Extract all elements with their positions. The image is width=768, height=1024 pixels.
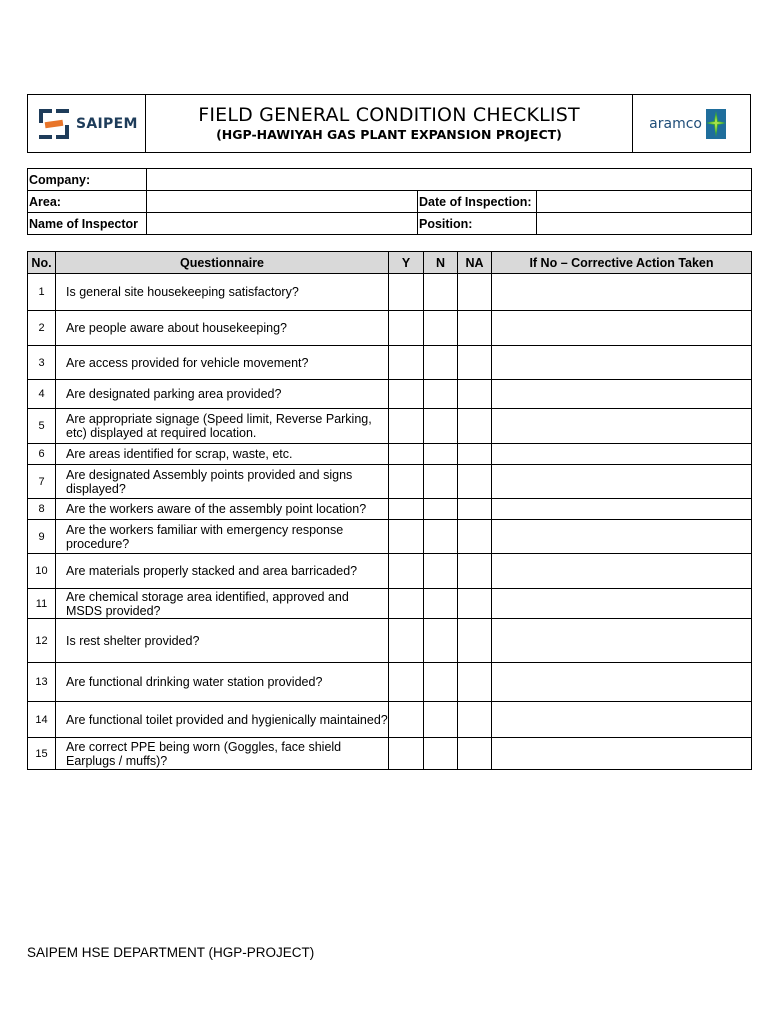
- header-no: No.: [28, 252, 56, 274]
- corrective-action-field[interactable]: [492, 589, 752, 619]
- na-checkbox-cell[interactable]: [458, 738, 492, 770]
- question-line: Are the workers familiar with emergency response: [66, 522, 344, 537]
- table-row: [28, 702, 752, 738]
- document-subtitle: (HGP-HAWIYAH GAS PLANT EXPANSION PROJECT): [216, 126, 562, 142]
- question-line: Are functional drinking water station provided?: [66, 675, 323, 689]
- y-checkbox-cell[interactable]: [389, 738, 424, 770]
- na-checkbox-cell[interactable]: [458, 589, 492, 619]
- na-checkbox-cell[interactable]: [458, 520, 492, 554]
- aramco-star-icon: [704, 107, 728, 141]
- question-line: procedure?: [66, 536, 130, 551]
- n-checkbox-cell[interactable]: [424, 380, 458, 409]
- questionnaire-table: [27, 251, 752, 770]
- y-checkbox-cell[interactable]: [389, 444, 424, 465]
- y-checkbox-cell[interactable]: [389, 520, 424, 554]
- row-number: 12: [28, 619, 56, 663]
- title-cell: [146, 95, 633, 153]
- table-row: [28, 380, 752, 409]
- row-number: 11: [28, 589, 56, 619]
- corrective-action-field[interactable]: [492, 380, 752, 409]
- y-checkbox-cell[interactable]: [389, 589, 424, 619]
- question-line: displayed?: [66, 481, 126, 496]
- n-checkbox-cell[interactable]: [424, 702, 458, 738]
- corrective-action-field[interactable]: [492, 409, 752, 444]
- question-line: Are access provided for vehicle movement?: [66, 355, 309, 370]
- header-y: Y: [389, 252, 424, 274]
- corrective-action-field[interactable]: [492, 346, 752, 380]
- corrective-action-field[interactable]: [492, 499, 752, 520]
- n-checkbox-cell[interactable]: [424, 663, 458, 702]
- aramco-logo-text: aramco: [649, 115, 702, 132]
- table-row: [28, 589, 752, 619]
- info-row-inspector: [28, 213, 752, 235]
- info-row-company: [28, 169, 752, 191]
- question-text: [56, 619, 389, 663]
- y-checkbox-cell[interactable]: [389, 619, 424, 663]
- questionnaire-body: [28, 274, 752, 770]
- inspector-field[interactable]: [147, 213, 418, 235]
- corrective-action-field[interactable]: [492, 520, 752, 554]
- question-text: [56, 311, 389, 346]
- y-checkbox-cell[interactable]: [389, 702, 424, 738]
- question-text: [56, 465, 389, 499]
- y-checkbox-cell[interactable]: [389, 380, 424, 409]
- n-checkbox-cell[interactable]: [424, 465, 458, 499]
- table-row: [28, 274, 752, 311]
- n-checkbox-cell[interactable]: [424, 346, 458, 380]
- corrective-action-field[interactable]: [492, 663, 752, 702]
- na-checkbox-cell[interactable]: [458, 465, 492, 499]
- row-number: 8: [28, 499, 56, 520]
- row-number: 5: [28, 409, 56, 444]
- n-checkbox-cell[interactable]: [424, 738, 458, 770]
- corrective-action-field[interactable]: [492, 444, 752, 465]
- na-checkbox-cell[interactable]: [458, 380, 492, 409]
- position-label: Position:: [418, 213, 537, 235]
- question-text: [56, 702, 389, 738]
- question-text: [56, 554, 389, 589]
- na-checkbox-cell[interactable]: [458, 409, 492, 444]
- header-na: NA: [458, 252, 492, 274]
- na-checkbox-cell[interactable]: [458, 346, 492, 380]
- inspector-label: Name of Inspector: [28, 213, 147, 235]
- y-checkbox-cell[interactable]: [389, 499, 424, 520]
- na-checkbox-cell[interactable]: [458, 619, 492, 663]
- question-line: Are designated Assembly points provided and signs: [66, 467, 353, 482]
- table-row: [28, 346, 752, 380]
- y-checkbox-cell[interactable]: [389, 663, 424, 702]
- corrective-action-field[interactable]: [492, 554, 752, 589]
- question-text: [56, 589, 389, 619]
- n-checkbox-cell[interactable]: [424, 619, 458, 663]
- question-line: Are people aware about housekeeping?: [66, 321, 288, 335]
- table-row: [28, 738, 752, 770]
- table-row: [28, 465, 752, 499]
- info-row-area: [28, 191, 752, 213]
- area-label: Area:: [28, 191, 147, 213]
- position-field[interactable]: [537, 213, 752, 235]
- company-field[interactable]: [147, 169, 752, 191]
- na-checkbox-cell[interactable]: [458, 311, 492, 346]
- row-number: 7: [28, 465, 56, 499]
- question-line: etc) displayed at required location.: [66, 426, 257, 440]
- table-row: [28, 444, 752, 465]
- aramco-logo: [633, 107, 750, 141]
- question-line: Are chemical storage area identified, approved and: [66, 589, 349, 604]
- na-checkbox-cell[interactable]: [458, 702, 492, 738]
- question-text: [56, 380, 389, 409]
- question-text: [56, 409, 389, 444]
- document-title: FIELD GENERAL CONDITION CHECKLIST: [198, 103, 580, 126]
- company-label: Company:: [28, 169, 147, 191]
- question-line: MSDS provided?: [66, 603, 161, 618]
- table-row: [28, 554, 752, 589]
- aramco-logo-cell: [633, 95, 751, 153]
- question-line: Is rest shelter provided?: [66, 633, 200, 648]
- corrective-action-field[interactable]: [492, 311, 752, 346]
- n-checkbox-cell[interactable]: [424, 444, 458, 465]
- question-text: [56, 499, 389, 520]
- saipem-logo-text: SAIPEM: [76, 115, 138, 132]
- table-row: [28, 520, 752, 554]
- question-text: [56, 663, 389, 702]
- header-questionnaire: Questionnaire: [56, 252, 389, 274]
- y-checkbox-cell[interactable]: [389, 311, 424, 346]
- row-number: 6: [28, 444, 56, 465]
- table-row: [28, 663, 752, 702]
- corrective-action-field[interactable]: [492, 465, 752, 499]
- question-line: Are correct PPE being worn (Goggles, face shield: [66, 739, 342, 754]
- n-checkbox-cell[interactable]: [424, 554, 458, 589]
- document-header: [27, 94, 751, 153]
- row-number: 1: [28, 274, 56, 311]
- n-checkbox-cell[interactable]: [424, 311, 458, 346]
- corrective-action-field[interactable]: [492, 702, 752, 738]
- question-text: [56, 738, 389, 770]
- saipem-logo: [28, 108, 145, 140]
- row-number: 14: [28, 702, 56, 738]
- corrective-action-field[interactable]: [492, 738, 752, 770]
- inspection-info-table: [27, 168, 752, 235]
- y-checkbox-cell[interactable]: [389, 554, 424, 589]
- area-field[interactable]: [147, 191, 418, 213]
- n-checkbox-cell[interactable]: [424, 274, 458, 311]
- question-line: Are functional toilet provided and hygienically maintained?: [66, 712, 388, 727]
- question-line: Are designated parking area provided?: [66, 387, 282, 401]
- na-checkbox-cell[interactable]: [458, 663, 492, 702]
- question-line: Is general site housekeeping satisfactory?: [66, 285, 299, 299]
- corrective-action-field[interactable]: [492, 274, 752, 311]
- header-n: N: [424, 252, 458, 274]
- na-checkbox-cell[interactable]: [458, 274, 492, 311]
- footer-department: SAIPEM HSE DEPARTMENT (HGP-PROJECT): [27, 945, 315, 960]
- na-checkbox-cell[interactable]: [458, 499, 492, 520]
- na-checkbox-cell[interactable]: [458, 554, 492, 589]
- table-row: [28, 499, 752, 520]
- question-line: Earplugs / muffs)?: [66, 753, 168, 768]
- question-line: Are areas identified for scrap, waste, etc.: [66, 447, 293, 461]
- y-checkbox-cell[interactable]: [389, 465, 424, 499]
- row-number: 10: [28, 554, 56, 589]
- corrective-action-field[interactable]: [492, 619, 752, 663]
- n-checkbox-cell[interactable]: [424, 499, 458, 520]
- n-checkbox-cell[interactable]: [424, 520, 458, 554]
- question-text: [56, 346, 389, 380]
- table-header-row: [28, 252, 752, 274]
- saipem-logo-icon: [38, 108, 70, 140]
- question-line: Are materials properly stacked and area barricaded?: [66, 564, 358, 578]
- n-checkbox-cell[interactable]: [424, 409, 458, 444]
- table-row: [28, 311, 752, 346]
- row-number: 2: [28, 311, 56, 346]
- date-label: Date of Inspection:: [418, 191, 537, 213]
- row-number: 13: [28, 663, 56, 702]
- question-line: Are the workers aware of the assembly point location?: [66, 502, 367, 516]
- y-checkbox-cell[interactable]: [389, 346, 424, 380]
- row-number: 4: [28, 380, 56, 409]
- question-text: [56, 444, 389, 465]
- y-checkbox-cell[interactable]: [389, 274, 424, 311]
- n-checkbox-cell[interactable]: [424, 589, 458, 619]
- row-number: 15: [28, 738, 56, 770]
- question-text: [56, 274, 389, 311]
- question-line: Are appropriate signage (Speed limit, Reverse Parking,: [66, 412, 372, 426]
- table-row: [28, 409, 752, 444]
- y-checkbox-cell[interactable]: [389, 409, 424, 444]
- na-checkbox-cell[interactable]: [458, 444, 492, 465]
- question-text: [56, 520, 389, 554]
- date-field[interactable]: [537, 191, 752, 213]
- table-row: [28, 619, 752, 663]
- saipem-logo-cell: [28, 95, 146, 153]
- header-corrective-action: If No – Corrective Action Taken: [492, 252, 752, 274]
- row-number: 9: [28, 520, 56, 554]
- row-number: 3: [28, 346, 56, 380]
